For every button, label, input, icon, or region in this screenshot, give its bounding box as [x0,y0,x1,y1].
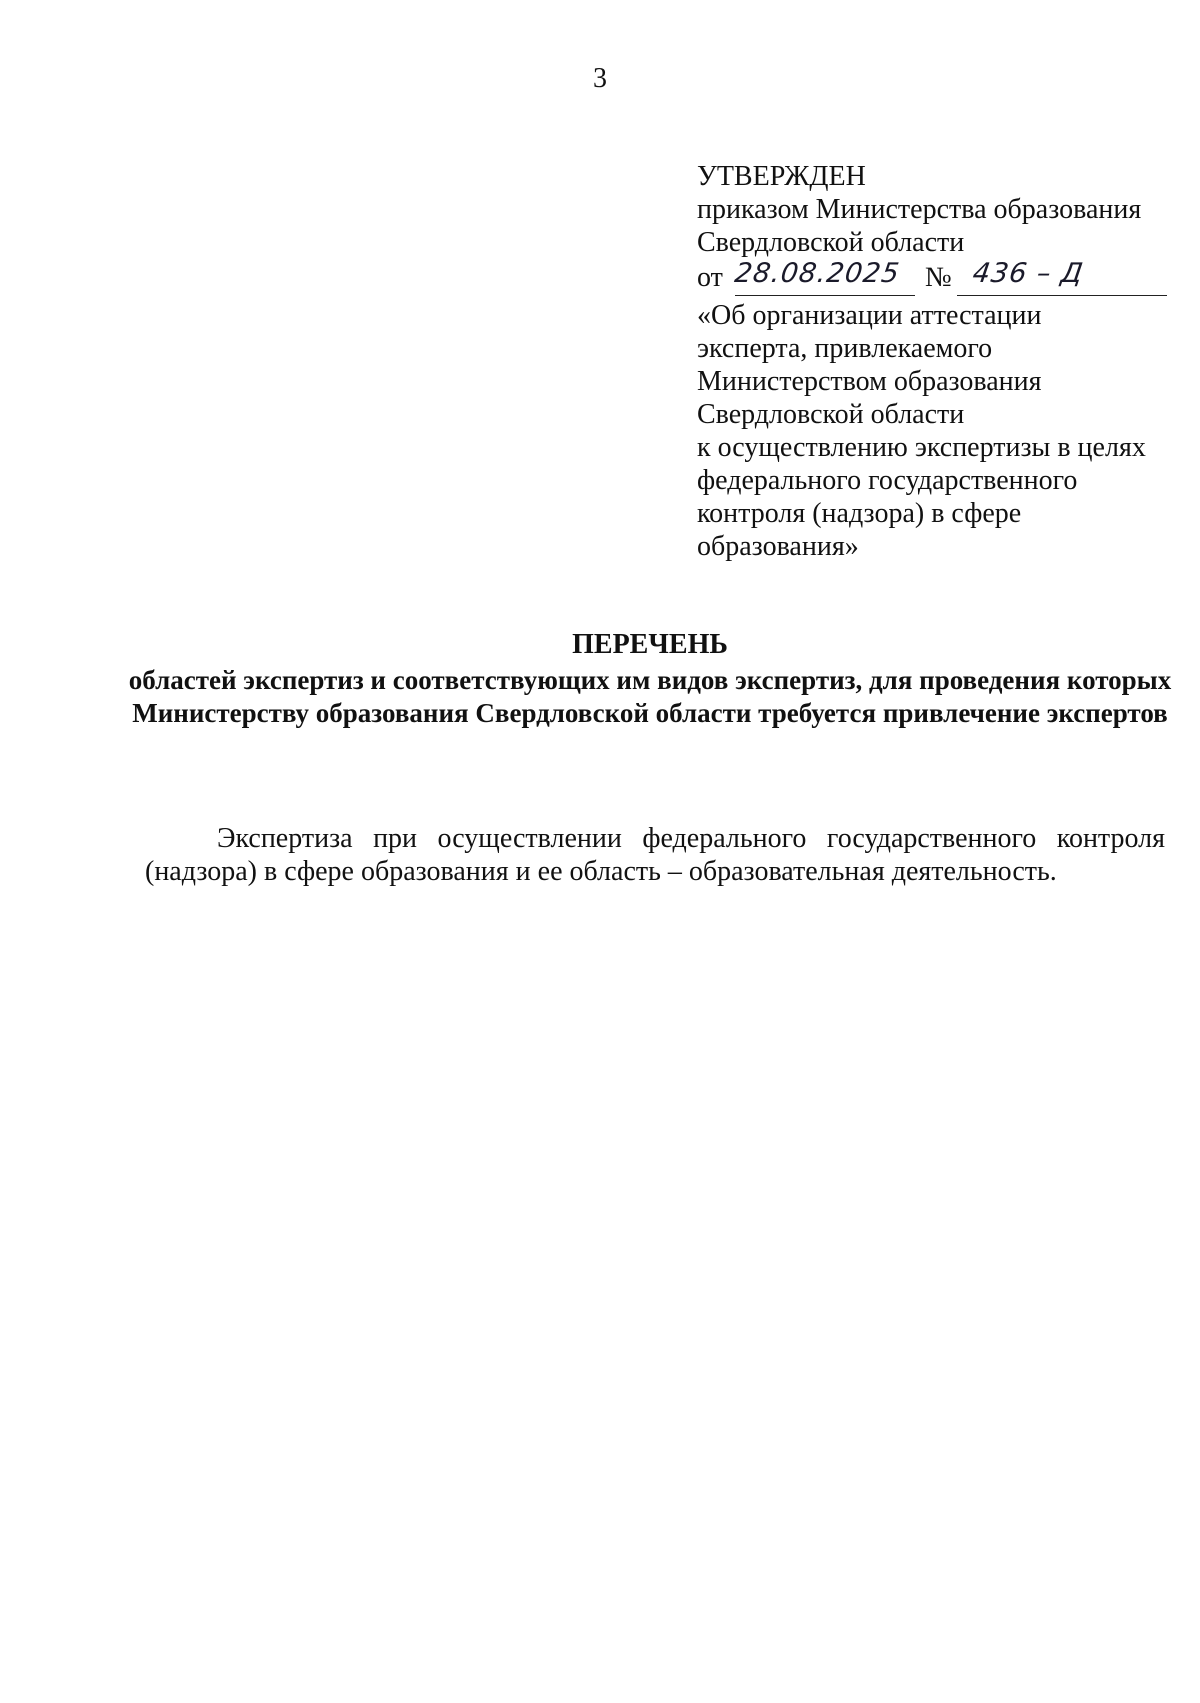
approval-line: приказом Министерства образования [697,194,1142,225]
from-label: от [697,262,723,293]
approval-line: Свердловской области [697,227,965,258]
subject-line: федерального государственного [697,465,1078,496]
subject-line: к осуществлению экспертизы в целях [697,432,1146,463]
list-title-block [120,628,1180,730]
order-date-number-line [697,259,1167,299]
order-number-field [957,259,1167,296]
handwritten-number: 436 – Д [970,258,1086,289]
number-label: № [925,262,952,293]
subject-line: Министерством образования [697,366,1042,397]
subject-line: эксперта, привлекаемого [697,333,993,364]
approval-heading: УТВЕРЖДЕН [697,161,866,192]
page-number: 3 [593,63,607,94]
subject-line: образования» [697,531,859,562]
document-title: ПЕРЕЧЕНЬ [572,629,728,660]
order-date-field [732,258,915,296]
subject-line: «Об организации аттестации [697,300,1042,331]
subject-line: контроля (надзора) в сфере [697,498,1022,529]
subject-line: Свердловской области [697,399,965,430]
body-paragraph: Экспертиза при осуществлении федерального государственного контроля (надзора) в сфере образования и ее область – образовательная деятельность. [145,823,1165,887]
handwritten-date: 28.08.2025 [732,258,902,289]
document-subtitle: областей экспертиз и соответствующих им видов экспертиз, для проведения которых Министерству образования Свердловской области требуется привлечение экспертов [128,665,1172,728]
approval-block [697,160,1167,563]
